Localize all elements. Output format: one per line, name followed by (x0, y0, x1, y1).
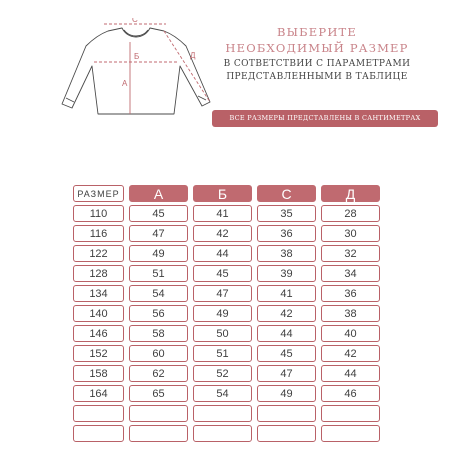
header-col-3: С (257, 185, 316, 202)
value-cell: 45 (129, 205, 188, 222)
size-cell: 152 (73, 345, 124, 362)
diagram-label-d: Д (190, 51, 196, 60)
header-col-1: А (129, 185, 188, 202)
header-size: РАЗМЕР (73, 185, 124, 202)
size-cell: 158 (73, 365, 124, 382)
value-cell: 35 (257, 205, 316, 222)
value-cell: 44 (321, 365, 380, 382)
table-row (73, 285, 385, 302)
value-cell: 45 (257, 345, 316, 362)
value-cell: 30 (321, 225, 380, 242)
value-cell: 58 (129, 325, 188, 342)
table-header-row (73, 185, 385, 202)
value-cell: 49 (129, 245, 188, 262)
value-cell (193, 405, 252, 422)
value-cell: 36 (257, 225, 316, 242)
value-cell (193, 425, 252, 442)
value-cell: 44 (193, 245, 252, 262)
value-cell: 50 (193, 325, 252, 342)
value-cell: 36 (321, 285, 380, 302)
size-cell: 134 (73, 285, 124, 302)
value-cell: 42 (257, 305, 316, 322)
title-line-1: ВЫБЕРИТЕ (276, 25, 358, 39)
table-row (73, 245, 385, 262)
size-cell: 164 (73, 385, 124, 402)
size-cell: 122 (73, 245, 124, 262)
table-row (73, 365, 385, 382)
size-cell: 116 (73, 225, 124, 242)
shirt-outline (62, 28, 210, 114)
header-col-2: Б (193, 185, 252, 202)
size-cell: 146 (73, 325, 124, 342)
value-cell: 49 (257, 385, 316, 402)
value-cell (321, 405, 380, 422)
value-cell: 39 (257, 265, 316, 282)
value-cell: 42 (193, 225, 252, 242)
size-cell: 110 (73, 205, 124, 222)
size-cell (73, 405, 124, 422)
table-row (73, 225, 385, 242)
diagram-label-b: Б (134, 52, 140, 61)
diagram-label-c: С (132, 18, 138, 24)
value-cell: 60 (129, 345, 188, 362)
value-cell: 56 (129, 305, 188, 322)
value-cell (257, 405, 316, 422)
value-cell (321, 425, 380, 442)
value-cell: 62 (129, 365, 188, 382)
value-cell: 38 (257, 245, 316, 262)
value-cell: 51 (193, 345, 252, 362)
table-row (73, 325, 385, 342)
value-cell: 41 (193, 205, 252, 222)
value-cell: 40 (321, 325, 380, 342)
value-cell: 47 (129, 225, 188, 242)
subtitle-line-2: ПРЕДСТАВЛЕННЫМИ В ТАБЛИЦЕ (226, 72, 408, 82)
value-cell: 46 (321, 385, 380, 402)
value-cell: 65 (129, 385, 188, 402)
diagram-label-a: А (122, 79, 128, 88)
table-row (73, 405, 385, 422)
value-cell (129, 405, 188, 422)
value-cell: 41 (257, 285, 316, 302)
table-row (73, 205, 385, 222)
value-cell: 32 (321, 245, 380, 262)
value-cell: 45 (193, 265, 252, 282)
value-cell (129, 425, 188, 442)
header-col-4: Д (321, 185, 380, 202)
table-row (73, 305, 385, 322)
table-row (73, 425, 385, 442)
value-cell: 52 (193, 365, 252, 382)
value-cell: 47 (193, 285, 252, 302)
value-cell: 28 (321, 205, 380, 222)
value-cell: 54 (193, 385, 252, 402)
value-cell: 38 (321, 305, 380, 322)
size-table (73, 185, 385, 445)
title-line-2: НЕОБХОДИМЫЙ РАЗМЕР (225, 41, 409, 55)
table-row (73, 345, 385, 362)
value-cell: 54 (129, 285, 188, 302)
size-cell (73, 425, 124, 442)
size-cell: 128 (73, 265, 124, 282)
value-cell: 44 (257, 325, 316, 342)
value-cell (257, 425, 316, 442)
table-row (73, 385, 385, 402)
size-cell: 140 (73, 305, 124, 322)
value-cell: 49 (193, 305, 252, 322)
value-cell: 34 (321, 265, 380, 282)
value-cell: 47 (257, 365, 316, 382)
subtitle (200, 58, 434, 84)
subtitle-line-1: В СОТВЕТСТВИИ С ПАРАМЕТРАМИ (223, 59, 411, 69)
value-cell: 51 (129, 265, 188, 282)
value-cell: 42 (321, 345, 380, 362)
table-row (73, 265, 385, 282)
units-note-banner: ВСЕ РАЗМЕРЫ ПРЕДСТАВЛЕНЫ В САНТИМЕТРАХ (212, 110, 438, 127)
